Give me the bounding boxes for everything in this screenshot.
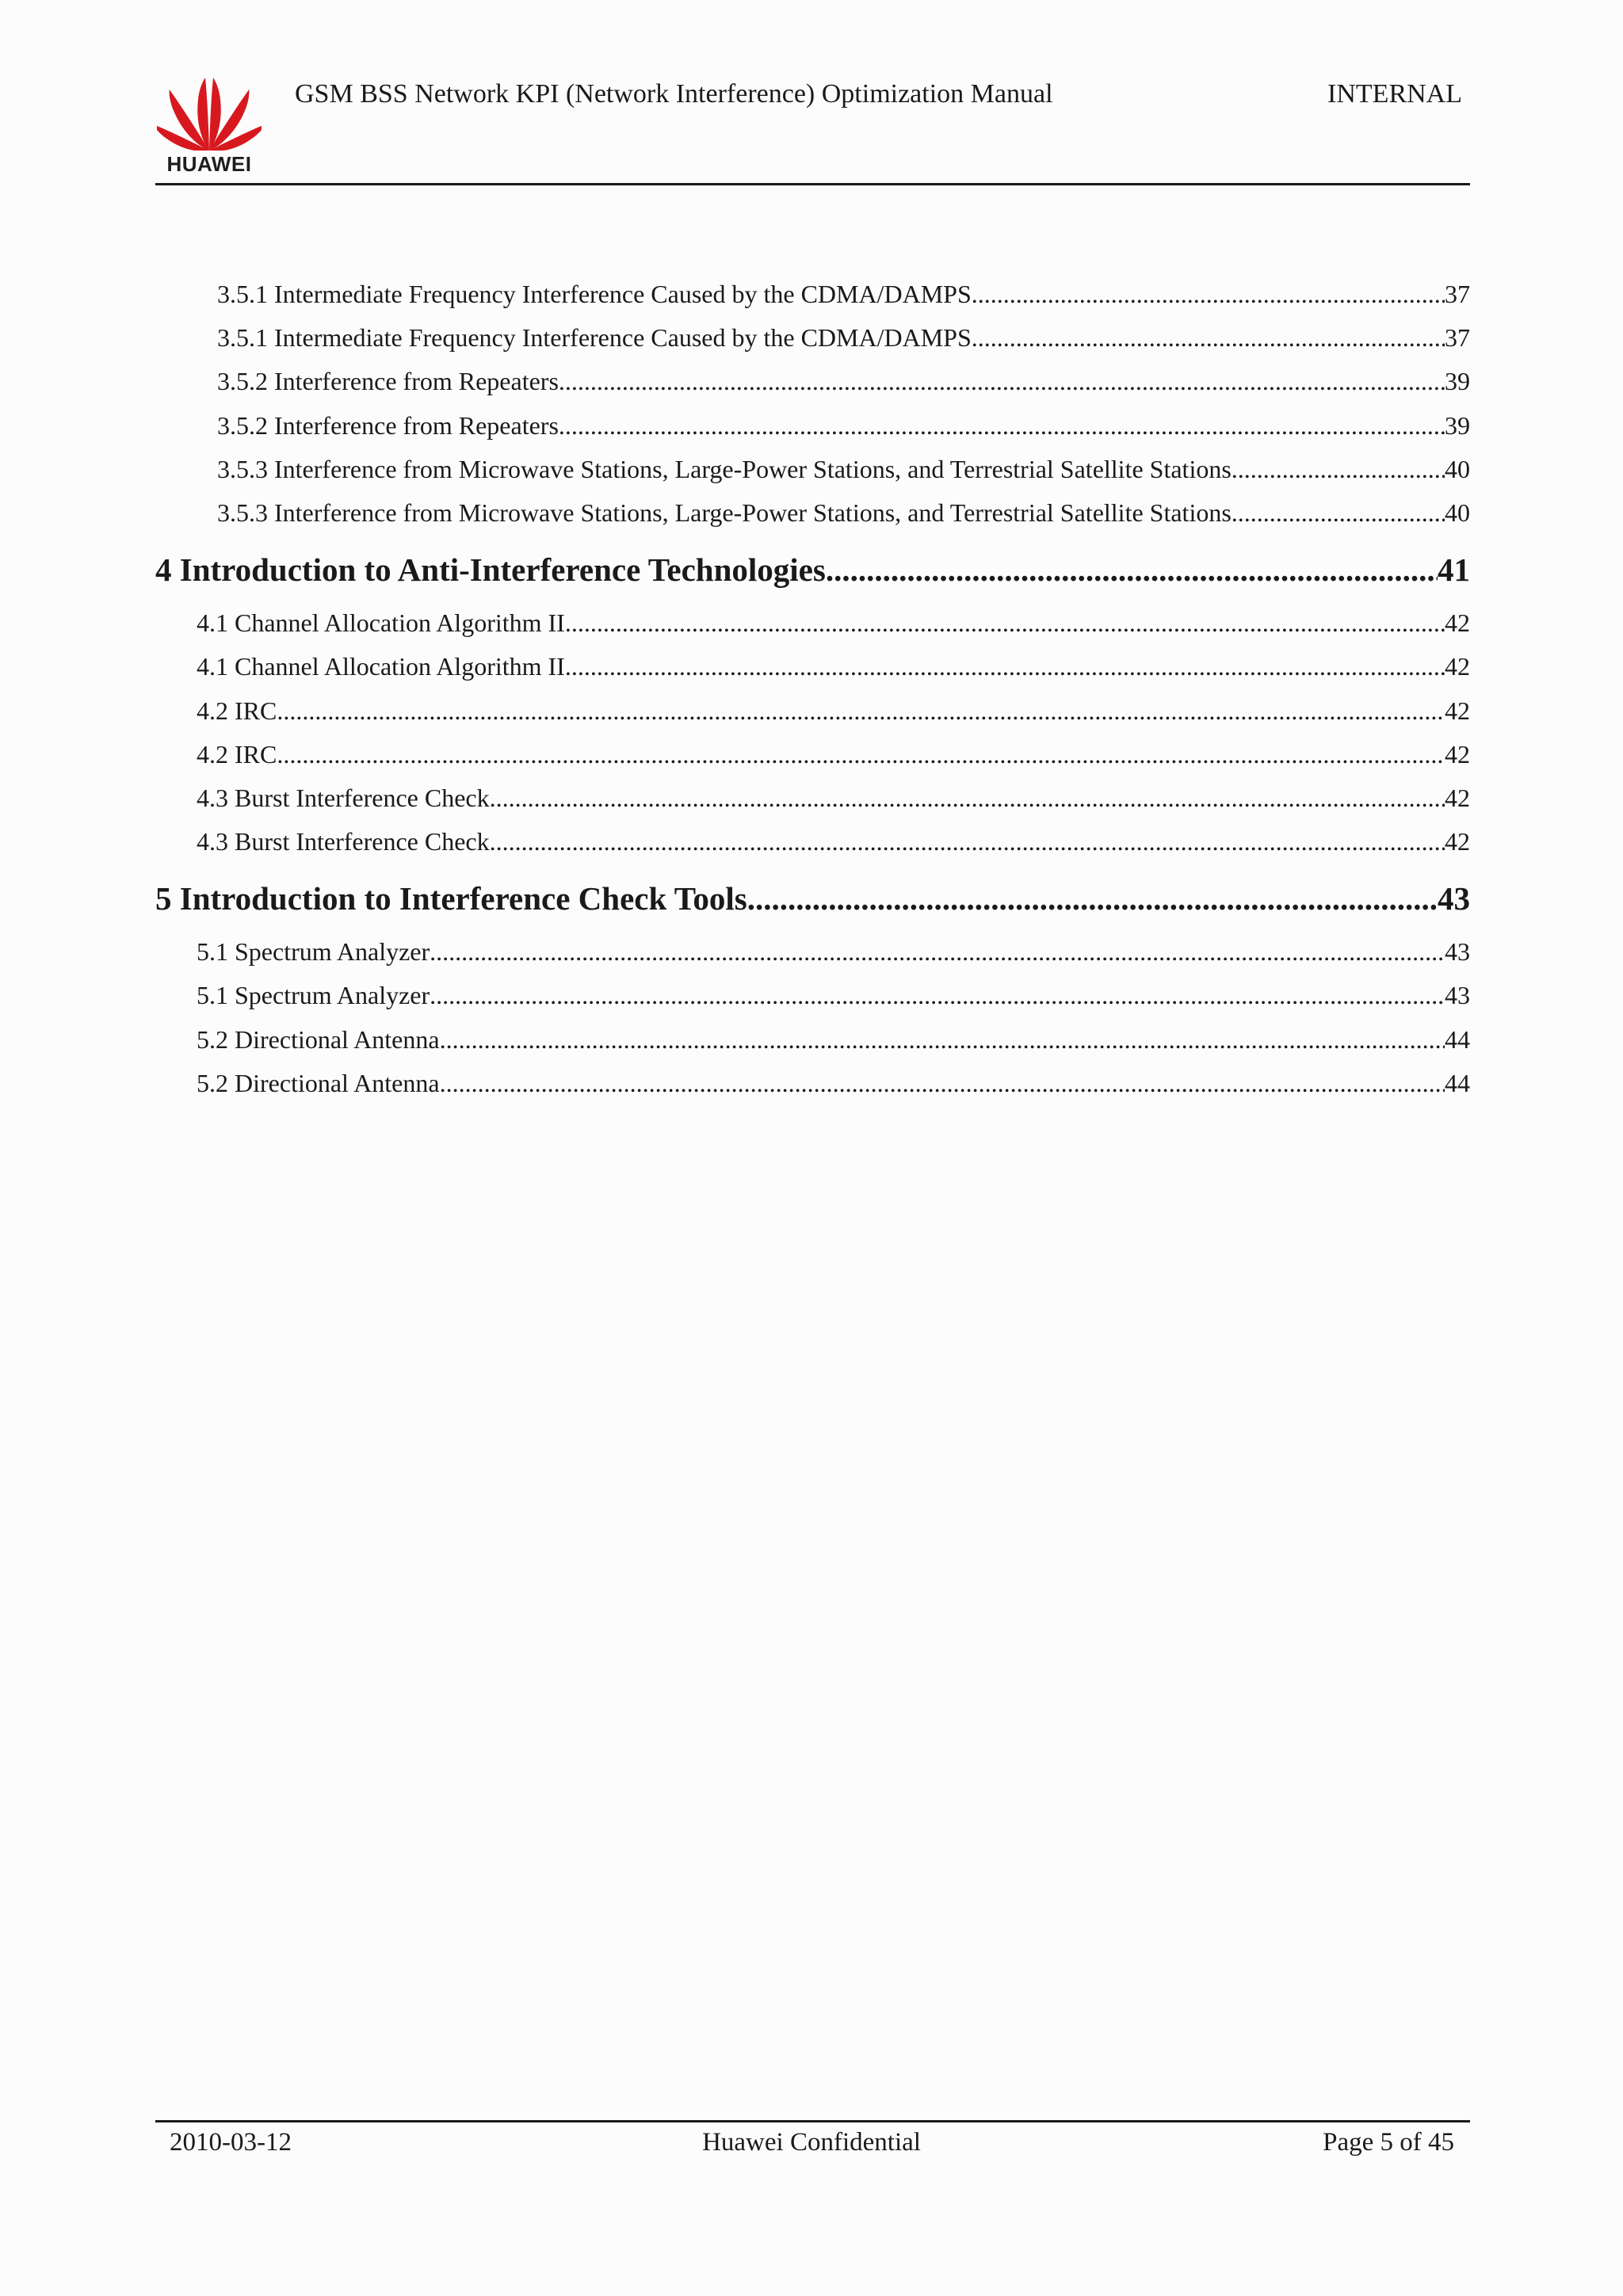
toc-entry-page: 37 bbox=[1445, 323, 1470, 353]
footer-confidentiality-text: Huawei Confidential bbox=[702, 2128, 921, 2157]
toc-entry-page: 44 bbox=[1445, 1068, 1470, 1097]
toc-entry-label: 5.1 Spectrum Analyzer bbox=[197, 937, 430, 967]
toc-entry-page: 39 bbox=[1445, 367, 1470, 396]
toc-entry-label: 4.2 IRC bbox=[197, 739, 277, 769]
toc-dot-leader bbox=[565, 645, 1445, 688]
toc-entry-label: 3.5.3 Interference from Microwave Stations, Large-Power Stations, and Terrestrial Satellite Stations bbox=[217, 498, 1232, 527]
toc-entry-page: 37 bbox=[1445, 280, 1470, 308]
toc-entry[interactable] bbox=[155, 1018, 1470, 1062]
toc-dot-leader bbox=[972, 273, 1445, 316]
footer-date: 2010-03-12 bbox=[170, 2128, 292, 2157]
huawei-logo bbox=[157, 73, 262, 176]
toc-dot-leader bbox=[1232, 491, 1445, 535]
toc-entry-label: 3.5.2 Interference from Repeaters bbox=[217, 367, 559, 396]
toc-dot-leader bbox=[747, 867, 1438, 930]
toc-entry-label: 5.1 Spectrum Analyzer bbox=[197, 981, 430, 1010]
toc-entry[interactable] bbox=[155, 273, 1470, 316]
toc-dot-leader bbox=[277, 733, 1445, 776]
toc-entry[interactable] bbox=[155, 974, 1470, 1017]
toc-entry-label: 4.1 Channel Allocation Algorithm II bbox=[197, 652, 565, 681]
toc-entry-page: 42 bbox=[1445, 652, 1470, 681]
toc-entry-label: 4.1 Channel Allocation Algorithm II bbox=[197, 608, 565, 638]
toc-entry[interactable] bbox=[155, 645, 1470, 688]
toc-entry-label: 5 Introduction to Interference Check Tools bbox=[155, 880, 747, 917]
toc-dot-leader bbox=[430, 930, 1445, 974]
toc-entry[interactable] bbox=[155, 404, 1470, 448]
toc-entry-label: 3.5.3 Interference from Microwave Stations, Large-Power Stations, and Terrestrial Satellite Stations bbox=[217, 454, 1232, 483]
footer-page-number: Page 5 of 45 bbox=[1323, 2128, 1454, 2157]
toc-entry-label: 3.5.1 Intermediate Frequency Interference Caused by the CDMA/DAMPS bbox=[217, 280, 972, 308]
toc-entry-page: 43 bbox=[1445, 981, 1470, 1010]
toc-entry[interactable] bbox=[155, 601, 1470, 645]
toc-entry-label: 4.3 Burst Interference Check bbox=[197, 827, 490, 856]
toc-entry-label: 5.2 Directional Antenna bbox=[197, 1068, 440, 1097]
toc-entry-page: 40 bbox=[1445, 454, 1470, 483]
toc-entry-page: 44 bbox=[1445, 1024, 1470, 1054]
toc-entry-label: 4.3 Burst Interference Check bbox=[197, 783, 490, 812]
toc-dot-leader bbox=[430, 974, 1445, 1017]
toc-dot-leader bbox=[559, 404, 1445, 448]
toc-entry[interactable] bbox=[155, 820, 1470, 864]
table-of-contents bbox=[155, 273, 1470, 1105]
toc-entry-page: 42 bbox=[1445, 827, 1470, 856]
toc-entry-page: 42 bbox=[1445, 783, 1470, 812]
logo-wordmark: HUAWEI bbox=[166, 152, 252, 176]
toc-entry-page: 43 bbox=[1438, 880, 1470, 917]
toc-dot-leader bbox=[565, 601, 1445, 645]
footer-divider bbox=[155, 2120, 1470, 2122]
toc-entry-page: 39 bbox=[1445, 410, 1470, 440]
toc-dot-leader bbox=[440, 1062, 1445, 1105]
toc-entry-label: 3.5.2 Interference from Repeaters bbox=[217, 410, 559, 440]
huawei-flower-icon bbox=[157, 73, 262, 151]
toc-entry-label: 4.2 IRC bbox=[197, 696, 277, 725]
toc-entry-label: 5.2 Directional Antenna bbox=[197, 1024, 440, 1054]
toc-entry-page: 42 bbox=[1445, 608, 1470, 638]
toc-entry-page: 43 bbox=[1445, 937, 1470, 967]
toc-entry[interactable] bbox=[155, 491, 1470, 535]
toc-entry[interactable] bbox=[155, 776, 1470, 820]
document-title: GSM BSS Network KPI (Network Interference) Optimization Manual bbox=[295, 79, 1053, 109]
toc-entry[interactable] bbox=[155, 448, 1470, 491]
toc-dot-leader bbox=[277, 689, 1445, 733]
toc-dot-leader bbox=[972, 316, 1445, 360]
toc-chapter-entry[interactable] bbox=[155, 535, 1470, 601]
toc-dot-leader bbox=[440, 1018, 1445, 1062]
toc-entry[interactable] bbox=[155, 930, 1470, 974]
toc-dot-leader bbox=[490, 820, 1445, 864]
toc-entry[interactable] bbox=[155, 360, 1470, 403]
toc-entry[interactable] bbox=[155, 733, 1470, 776]
toc-dot-leader bbox=[826, 538, 1438, 601]
classification-label: INTERNAL bbox=[1327, 79, 1462, 109]
toc-chapter-entry[interactable] bbox=[155, 864, 1470, 930]
toc-entry-label: 3.5.1 Intermediate Frequency Interference Caused by the CDMA/DAMPS bbox=[217, 323, 972, 353]
toc-entry-label: 4 Introduction to Anti-Interference Technologies bbox=[155, 551, 826, 589]
toc-entry[interactable] bbox=[155, 689, 1470, 733]
toc-entry[interactable] bbox=[155, 316, 1470, 360]
toc-entry-page: 42 bbox=[1445, 739, 1470, 769]
toc-entry[interactable] bbox=[155, 1062, 1470, 1105]
toc-dot-leader bbox=[1232, 448, 1445, 491]
toc-entry-page: 40 bbox=[1445, 498, 1470, 527]
toc-entry-page: 42 bbox=[1445, 696, 1470, 725]
toc-dot-leader bbox=[490, 776, 1445, 820]
toc-dot-leader bbox=[559, 360, 1445, 403]
header-divider bbox=[155, 183, 1470, 185]
toc-entry-page: 41 bbox=[1438, 551, 1470, 589]
